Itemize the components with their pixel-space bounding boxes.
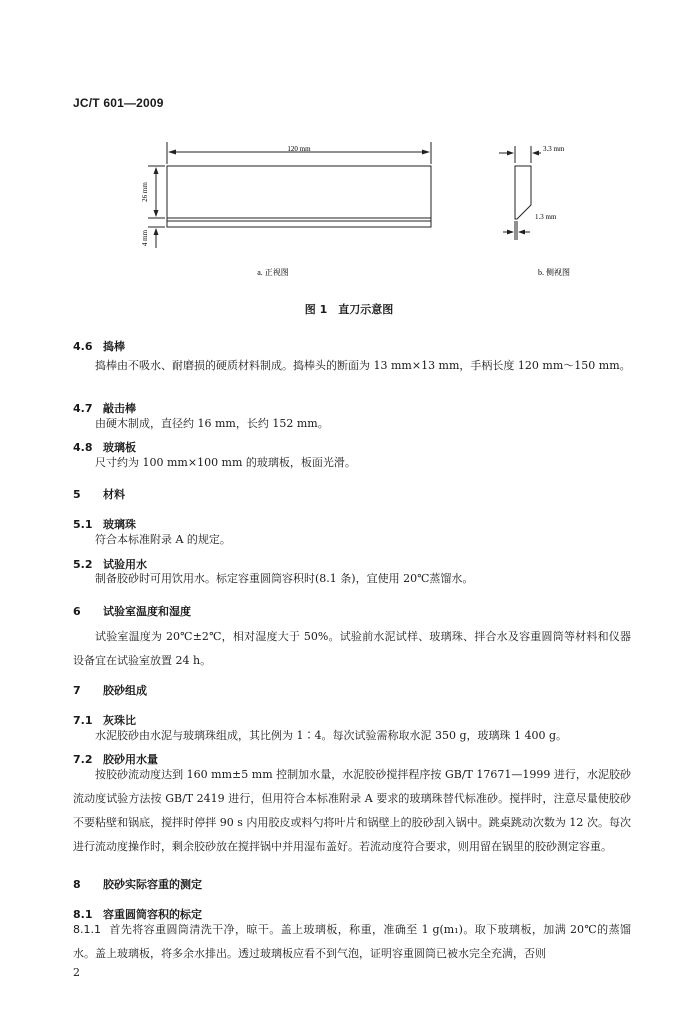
standard-code: JC/T 601—2009	[73, 96, 164, 110]
heading-7-2: 7.2 胶砂用水量	[73, 753, 158, 766]
heading-4-8: 4.8 玻璃板	[73, 441, 136, 454]
para-4-7: 由硬木制成，直径约 16 mm，长约 152 mm。	[95, 417, 329, 430]
para-7-2: 按胶砂流动度达到 160 mm±5 mm 控制加水量，水泥胶砂搅拌程序按 GB/T 17671—1999 进行，水泥胶砂流动度试验方法按 GB/T 2419 进行，但用符合本标准附录 A 要求的玻璃珠替代标准砂。搅拌时，注意尽量使胶砂不要粘壁和锅底，搅拌时停拌 90 s 内用胶皮或料勺将叶片和锅壁上的胶砂刮入锅中。跳桌跳动次数为 12 次。每次进行流动度操作时，剩余胶砂放在搅拌锅中并用湿布盖好。若流动度符合要求，则用留在锅里的胶砂测定容重。	[73, 768, 631, 853]
figure-knife-diagram	[0, 0, 698, 300]
side-bottom-label: 1.3 mm	[535, 213, 557, 221]
para-7-1: 水泥胶砂由水泥与玻璃珠组成，其比例为 1∶4。每次试验需称取水泥 350 g，玻璃珠 1 400 g。	[95, 729, 568, 742]
side-view-caption: b. 侧视图	[538, 268, 570, 277]
para-8-1-1-num: 8.1.1	[73, 923, 101, 936]
heading-7: 7 胶砂组成	[73, 684, 147, 697]
heading-4-6: 4.6 捣棒	[73, 340, 125, 353]
para-8-1-1	[73, 918, 631, 966]
front-view-caption: a. 正视图	[257, 268, 289, 277]
front-length-label: 120 mm	[287, 145, 311, 153]
heading-6: 6 试验室温度和湿度	[73, 605, 191, 618]
para-6: 试验室温度为 20℃±2℃，相对湿度大于 50%。试验前水泥试样、玻璃珠、拌合水及容重圆筒等材料和仪器设备宜在试验室放置 24 h。	[73, 630, 631, 667]
heading-5-2: 5.2 试验用水	[73, 558, 147, 571]
para-4-6: 捣棒由不吸水、耐磨损的硬质材料制成。捣棒头的断面为 13 mm×13 mm，手柄长度 120 mm～150 mm。	[95, 359, 631, 372]
heading-8: 8 胶砂实际容重的测定	[73, 878, 202, 891]
page-number: 2	[73, 966, 80, 979]
heading-5-1: 5.1 玻璃珠	[73, 518, 136, 531]
side-view-drawing	[499, 146, 541, 240]
front-view-drawing	[148, 142, 431, 248]
side-top-label: 3.3 mm	[543, 145, 565, 153]
front-edge-label: 4 mm	[141, 229, 149, 247]
heading-5: 5 材料	[73, 488, 125, 501]
heading-4-7: 4.7 敲击棒	[73, 402, 136, 415]
heading-8-1: 8.1 容重圆筒容积的标定	[73, 908, 202, 921]
para-5-1: 符合本标准附录 A 的规定。	[95, 533, 231, 546]
para-4-8: 尺寸约为 100 mm×100 mm 的玻璃板，板面光滑。	[95, 456, 356, 469]
para-8-1-1-text: 首先将容重圆筒清洗干净，晾干。盖上玻璃板，称重，准确至 1 g(m₁)。取下玻璃板，加满 20℃的蒸馏水。盖上玻璃板，将多余水排出。透过玻璃板应看不到气泡，证明容重圆筒已被水完全充满，否则	[73, 923, 631, 960]
para-5-2: 制备胶砂时可用饮用水。标定容重圆筒容积时(8.1 条)，宜使用 20℃蒸馏水。	[95, 572, 474, 585]
figure-title: 图 1 直刀示意图	[304, 303, 394, 316]
heading-7-1: 7.1 灰珠比	[73, 714, 136, 727]
front-height-label: 26 mm	[141, 182, 149, 202]
